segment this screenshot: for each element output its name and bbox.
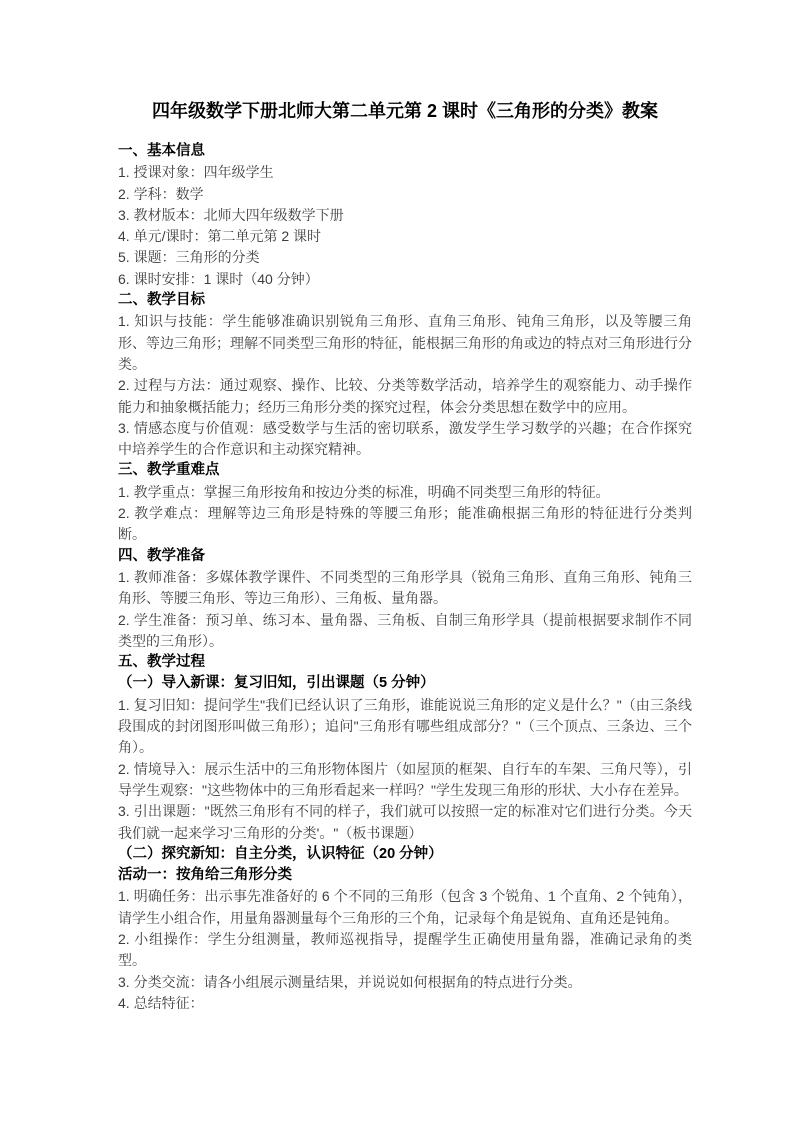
activity-heading: 活动一：按角给三角形分类 [118, 867, 292, 884]
paragraph: 2. 情境导入：展示生活中的三角形物体图片（如屋顶的框架、自行车的车架、三角尺等），引导学生观察："这些物体中的三角形看起来一样吗？"学生发现三角形的形状、大小存在差异。 [118, 760, 692, 798]
section-teaching-goals [118, 290, 692, 460]
section-key-difficulties [118, 460, 692, 545]
paragraph: 2. 学科：数学 [118, 185, 204, 202]
paragraph: 5. 课题：三角形的分类 [118, 249, 260, 266]
paragraph: 3. 分类交流：请各小组展示测量结果，并说说如何根据角的特点进行分类。 [118, 973, 582, 990]
paragraph: 3. 情感态度与价值观：感受数学与生活的密切联系，激发学生学习数学的兴趣；在合作探究中培养学生的合作意识和主动探究精神。 [118, 419, 692, 458]
document-content [118, 99, 692, 1014]
subsection-heading: （二）探究新知：自主分类，认识特征（20 分钟） [118, 845, 443, 862]
paragraph: 1. 授课对象：四年级学生 [118, 164, 274, 181]
paragraph: 1. 知识与技能：学生能够准确识别锐角三角形、直角三角形、钝角三角形，以及等腰三角形、等边三角形；理解不同类型三角形的特征，能根据三角形的角或边的特点对三角形进行分类。 [118, 313, 692, 372]
section-teaching-process [118, 652, 692, 1014]
paragraph: 2. 小组操作：学生分组测量，教师巡视指导，提醒学生正确使用量角器，准确记录角的类型。 [118, 930, 692, 969]
section-preparation [118, 546, 692, 652]
section-heading: 三、教学重难点 [118, 462, 220, 479]
paragraph: 3. 引出课题："既然三角形有不同的样子，我们就可以按照一定的标准对它们进行分类。今天我们就一起来学习'三角形的分类'。"（板书课题） [118, 803, 692, 841]
paragraph: 2. 学生准备：预习单、练习本、量角器、三角板、自制三角形学具（提前根据要求制作不同类型的三角形）。 [118, 611, 692, 649]
section-heading: 二、教学目标 [118, 292, 205, 309]
section-basic-info [118, 141, 692, 290]
paragraph: 1. 教师准备：多媒体教学课件、不同类型的三角形学具（锐角三角形、直角三角形、钝角三角形、等腰三角形、等边三角形）、三角板、量角器。 [118, 568, 692, 607]
section-heading: 五、教学过程 [118, 654, 205, 671]
subsection-explore-new [118, 844, 692, 1014]
paragraph: 6. 课时安排：1 课时（40 分钟） [118, 270, 319, 287]
paragraph: 4. 总结特征： [118, 994, 204, 1011]
paragraph: 1. 复习旧知：提问学生"我们已经认识了三角形，谁能说说三角形的定义是什么？"（由三条线段围成的封闭图形叫做三角形）；追问"三角形有哪些组成部分？"（三个顶点、三条边、三个角）。 [118, 696, 692, 756]
paragraph: 2. 过程与方法：通过观察、操作、比较、分类等数学活动，培养学生的观察能力、动手操作能力和抽象概括能力；经历三角形分类的探究过程，体会分类思想在数学中的应用。 [118, 377, 692, 415]
paragraph: 1. 明确任务：出示事先准备好的 6 个不同的三角形（包含 3 个锐角、1 个直角、2 个钝角），请学生小组合作，用量角器测量每个三角形的三个角，记录每个角是锐角、直角还是钝角。 [118, 888, 692, 926]
paragraph: 4. 单元/课时：第二单元第 2 课时 [118, 228, 322, 245]
section-heading: 一、基本信息 [118, 143, 205, 159]
paragraph: 1. 教学重点：掌握三角形按角和按边分类的标准，明确不同类型三角形的特征。 [118, 483, 610, 500]
subsection-heading: （一）导入新课：复习旧知，引出课题（5 分钟） [118, 675, 435, 692]
paragraph: 3. 教材版本：北师大四年级数学下册 [118, 206, 344, 223]
section-heading: 四、教学准备 [118, 547, 205, 564]
subsection-lead-in [118, 673, 692, 843]
document-title: 四年级数学下册北师大第二单元第 2 课时《三角形的分类》教案 [151, 101, 658, 121]
paragraph: 2. 教学难点：理解等边三角形是特殊的等腰三角形；能准确根据三角形的特征进行分类判断。 [118, 505, 692, 543]
